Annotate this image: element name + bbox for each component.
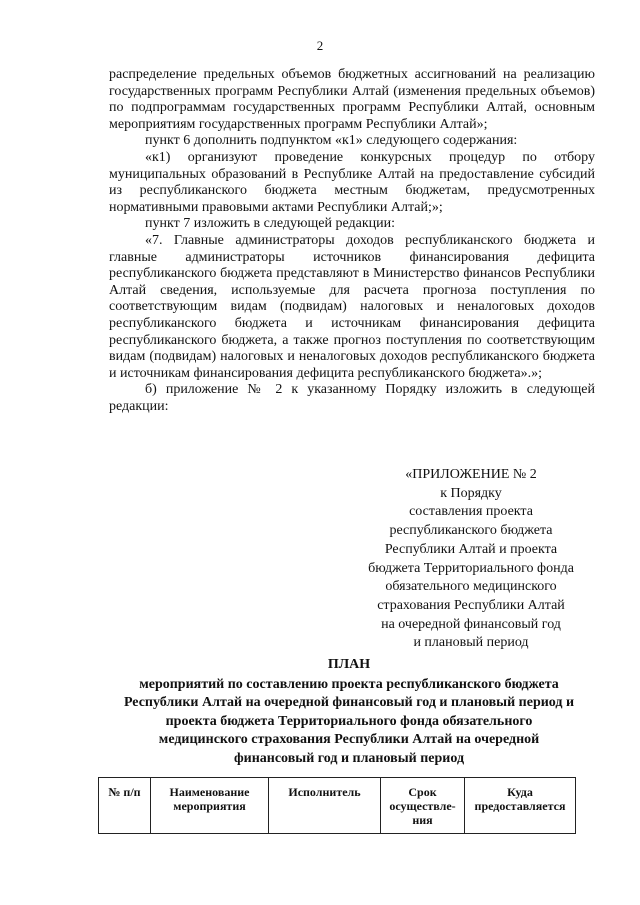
appendix-line: «ПРИЛОЖЕНИЕ № 2 [405,467,537,482]
plan-title: ПЛАН [327,657,371,672]
body-text [109,67,595,415]
appendix-line: страхования Республики Алтай [377,597,565,613]
appendix-line: обязательного медицинского [385,579,557,595]
col-executor-header: Исполнитель [269,778,381,834]
plan-subtitle-line: проекта бюджета Территориального фонда обязательного [165,713,533,729]
paragraph: распределение предельных объемов бюджетных ассигнований на реализацию государственных программ Республики Алтай (изменения предельных объемов) по подпрограммам государственных программ Республики Алтай, основным мероприятиям государственных программ Республики Алтай»; [109,67,595,132]
plan-subtitle [96,676,602,769]
col-deadline-header: Срок осуществле-ния [381,778,465,834]
col-destination-header: Куда предоставляется [465,778,576,834]
plan-subtitle-line: Республики Алтай на очередной финансовый год и плановый период и [123,695,575,711]
appendix-line: к Порядку [440,485,502,501]
appendix-line: республиканского бюджета [389,523,553,539]
appendix-line: и плановый период [413,635,529,651]
appendix-line: составления проекта [409,504,533,520]
table-header-row [99,778,576,834]
paragraph: пункт 7 изложить в следующей редакции: [145,216,395,232]
plan-subtitle-line: мероприятий по составлению проекта республиканского бюджета [139,676,559,692]
appendix-line: на очередной финансовый год [381,616,561,632]
page-number: 2 [316,38,324,53]
paragraph: «7. Главные администраторы доходов республиканского бюджета и главные администраторы источников финансирования дефицита республиканского бюджета представляют в Министерство финансов Республики Алтай сведения, используемые для расчета прогноза поступления по соответствующим видам (подвидам) налоговых и неналоговых доходов республиканского бюджета и источникам финансирования дефицита республиканского бюджета, а также прогноз поступления по соответствующим видам (подвидам) налоговых и неналоговых доходов республиканского бюджета и источникам финансирования дефицита республиканского бюджета».»; [109,232,595,381]
appendix-line: бюджета Территориального фонда [368,560,574,576]
plan-subtitle-line: медицинского страхования Республики Алтай на очередной [158,732,540,748]
plan-subtitle-line: финансовый год и плановый период [233,750,465,766]
appendix-heading [356,466,586,653]
paragraph: б) приложение № 2 к указанному Порядку изложить в следующей редакции: [109,382,595,414]
col-number-header: № п/п [99,778,151,834]
paragraph: «к1) организуют проведение конкурсных процедур по отбору муниципальных образований в Республике Алтай на предоставление субсидий из республиканского бюджета местным бюджетам, предусмотренных нормативными правовыми актами Республики Алтай;»; [109,149,595,215]
col-activity-header: Наименование мероприятия [151,778,269,834]
plan-heading [96,656,602,769]
appendix-line: Республики Алтай и проекта [384,541,558,557]
paragraph: пункт 6 дополнить подпунктом «к1» следующего содержания: [145,133,518,149]
plan-table [98,777,576,834]
